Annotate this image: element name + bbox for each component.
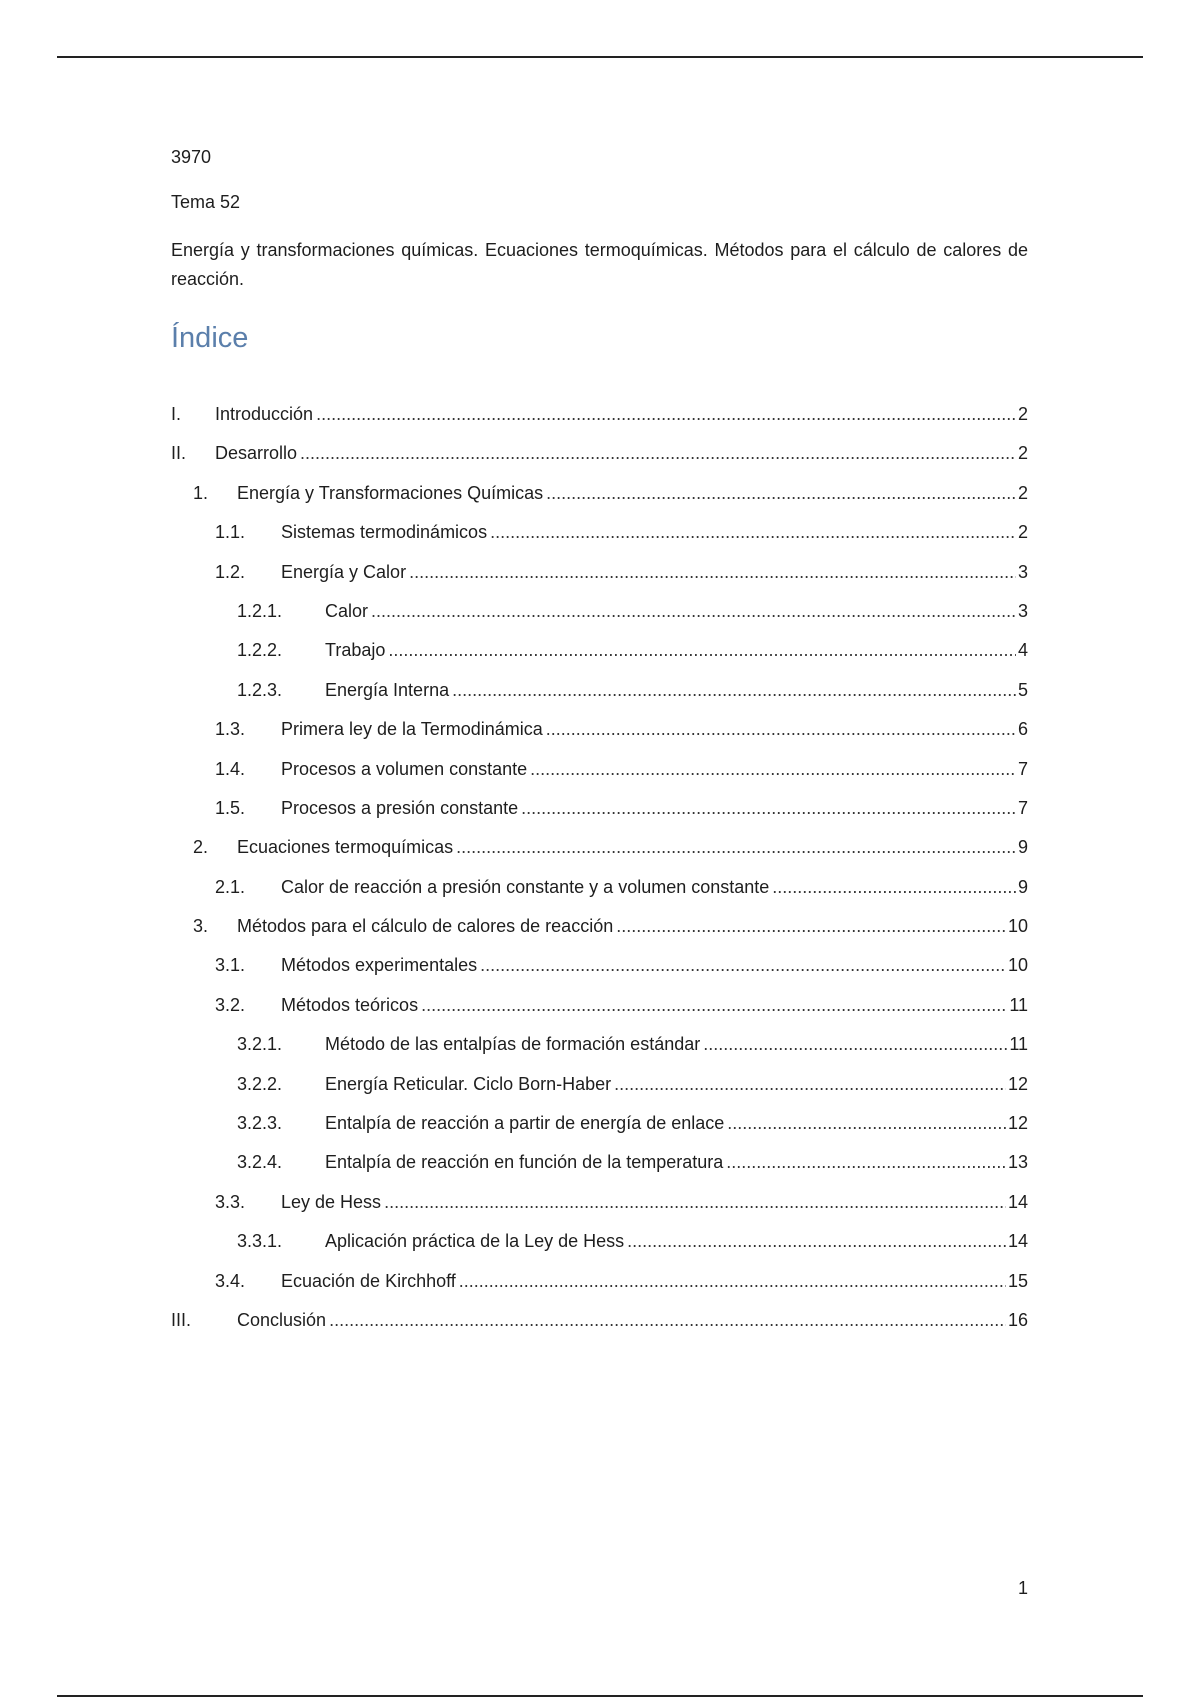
toc-entry-title: Conclusión (237, 1309, 327, 1330)
tema-label: Tema 52 (171, 192, 241, 212)
toc-entry-number: 3.2.1. (237, 1034, 283, 1055)
toc-entry-title: Energía Reticular. Ciclo Born-Haber (325, 1073, 612, 1094)
toc-entry-number: 3.4. (215, 1270, 246, 1291)
toc-entry-title: Entalpía de reacción en función de la temperatura (325, 1152, 724, 1173)
bottom-rule (57, 1695, 1143, 1697)
page-number: 1 (1017, 1578, 1028, 1598)
toc-entry-number: 2.1. (215, 876, 246, 897)
toc-entry-title: Métodos experimentales (281, 955, 478, 976)
table-of-contents (171, 402, 1028, 1347)
toc-entry-page: 7 (1017, 758, 1028, 779)
toc-entry-3-2-3[interactable] (171, 1111, 1028, 1150)
toc-entry-page: 2 (1017, 522, 1028, 543)
toc-dot-leader (388, 638, 1016, 662)
toc-entry-3-2[interactable] (171, 993, 1028, 1032)
toc-dot-leader (452, 678, 1016, 702)
toc-entry-introduccion[interactable] (171, 402, 1028, 441)
toc-entry-title: Ley de Hess (281, 1191, 382, 1212)
toc-entry-title: Calor de reacción a presión constante y a volumen constante (281, 876, 770, 897)
toc-entry-number: 3.2.2. (237, 1073, 283, 1094)
document-code: 3970 (171, 147, 212, 167)
toc-entry-page: 12 (1007, 1113, 1028, 1134)
toc-entry-page: 12 (1007, 1073, 1028, 1094)
toc-entry-page: 6 (1017, 719, 1028, 740)
toc-entry-title: Métodos para el cálculo de calores de reacción (237, 916, 614, 937)
toc-entry-title: Procesos a presión constante (281, 797, 519, 818)
toc-dot-leader (456, 835, 1016, 859)
toc-entry-title: Desarrollo (215, 443, 298, 464)
toc-entry-desarrollo[interactable] (171, 441, 1028, 480)
toc-dot-leader (727, 1111, 1006, 1135)
toc-entry-page: 10 (1007, 955, 1028, 976)
toc-entry-1-2-1[interactable] (171, 599, 1028, 638)
toc-entry-1-5[interactable] (171, 796, 1028, 835)
toc-entry-title: Método de las entalpías de formación estándar (325, 1034, 701, 1055)
toc-entry-number: 3.3. (215, 1191, 246, 1212)
toc-entry-title: Ecuación de Kirchhoff (281, 1270, 456, 1291)
toc-entry-title: Aplicación práctica de la Ley de Hess (325, 1231, 625, 1252)
toc-entry-3-1[interactable] (171, 953, 1028, 992)
toc-entry-1-4[interactable] (171, 757, 1028, 796)
toc-entry-number: 3. (193, 916, 209, 937)
toc-entry-3-2-4[interactable] (171, 1150, 1028, 1189)
toc-dot-leader (772, 875, 1016, 899)
toc-entry-title: Energía Interna (325, 679, 450, 700)
toc-entry-title: Energía y Calor (281, 561, 407, 582)
toc-entry-2-1[interactable] (171, 875, 1028, 914)
toc-entry-1-2-3[interactable] (171, 678, 1028, 717)
toc-dot-leader (421, 993, 1007, 1017)
toc-entry-3-2-1[interactable] (171, 1032, 1028, 1071)
toc-entry-number: 2. (193, 837, 209, 858)
toc-entry-page: 11 (1009, 1034, 1028, 1055)
toc-entry-title: Energía y Transformaciones Químicas (237, 482, 544, 503)
index-heading: Índice (171, 322, 249, 354)
toc-entry-page: 2 (1017, 482, 1028, 503)
toc-entry-number: 1.2. (215, 561, 246, 582)
toc-entry-number: 1.3. (215, 719, 246, 740)
toc-entry-3[interactable] (171, 914, 1028, 953)
toc-entry-3-3-1[interactable] (171, 1229, 1028, 1268)
toc-dot-leader (627, 1229, 1006, 1253)
toc-entry-number: 1.2.2. (237, 640, 283, 661)
toc-entry-number: 1.2.1. (237, 600, 283, 621)
toc-dot-leader (726, 1150, 1006, 1174)
toc-dot-leader (616, 914, 1006, 938)
toc-entry-number: 3.2. (215, 994, 246, 1015)
toc-entry-page: 16 (1007, 1309, 1028, 1330)
toc-entry-number: 3.2.3. (237, 1113, 283, 1134)
toc-entry-3-4[interactable] (171, 1269, 1028, 1308)
toc-dot-leader (546, 481, 1016, 505)
toc-entry-page: 4 (1017, 640, 1028, 661)
toc-dot-leader (614, 1072, 1006, 1096)
toc-dot-leader (384, 1190, 1006, 1214)
toc-dot-leader (316, 402, 1016, 426)
toc-entry-page: 15 (1007, 1270, 1028, 1291)
toc-entry-number: 1.1. (215, 522, 246, 543)
top-rule (57, 56, 1143, 58)
toc-entry-title: Trabajo (325, 640, 386, 661)
toc-entry-page: 11 (1009, 994, 1028, 1015)
toc-entry-1-1[interactable] (171, 520, 1028, 559)
toc-dot-leader (530, 757, 1016, 781)
toc-entry-page: 5 (1017, 679, 1028, 700)
toc-entry-page: 14 (1007, 1231, 1028, 1252)
toc-entry-3-2-2[interactable] (171, 1072, 1028, 1111)
toc-entry-number: I. (171, 404, 182, 424)
toc-entry-title: Sistemas termodinámicos (281, 522, 488, 543)
toc-entry-page: 7 (1017, 797, 1028, 818)
toc-dot-leader (703, 1032, 1007, 1056)
toc-entry-title: Entalpía de reacción a partir de energía de enlace (325, 1113, 725, 1134)
toc-entry-number: 1. (193, 482, 209, 503)
toc-entry-number: 1.2.3. (237, 679, 283, 700)
toc-entry-number: II. (171, 443, 187, 464)
toc-entry-page: 2 (1017, 404, 1028, 424)
toc-entry-page: 3 (1017, 600, 1028, 621)
tema-title: Energía y transformaciones químicas. Ecuaciones termoquímicas. Métodos para el cálculo de calores de reacción. (171, 240, 1028, 289)
toc-entry-page: 9 (1017, 837, 1028, 858)
toc-entry-number: 3.3.1. (237, 1231, 283, 1252)
toc-entry-title: Primera ley de la Termodinámica (281, 719, 543, 740)
toc-entry-title: Calor (325, 600, 369, 621)
toc-dot-leader (371, 599, 1016, 623)
toc-entry-number: 1.5. (215, 797, 246, 818)
toc-entry-3-3[interactable] (171, 1190, 1028, 1229)
toc-dot-leader (459, 1269, 1006, 1293)
toc-dot-leader (300, 441, 1016, 465)
toc-entry-title: Procesos a volumen constante (281, 758, 528, 779)
toc-dot-leader (521, 796, 1016, 820)
toc-entry-title: Métodos teóricos (281, 994, 419, 1015)
toc-entry-number: 3.1. (215, 955, 246, 976)
toc-dot-leader (409, 560, 1016, 584)
toc-entry-title: Introducción (215, 404, 314, 424)
toc-entry-2[interactable] (171, 835, 1028, 874)
toc-entry-1[interactable] (171, 481, 1028, 520)
toc-entry-number: III. (171, 1309, 192, 1330)
toc-entry-1-2[interactable] (171, 560, 1028, 599)
toc-entry-number: 3.2.4. (237, 1152, 283, 1173)
toc-dot-leader (329, 1308, 1006, 1332)
toc-entry-page: 13 (1007, 1152, 1028, 1173)
toc-entry-1-3[interactable] (171, 717, 1028, 756)
toc-entry-page: 9 (1017, 876, 1028, 897)
toc-entry-page: 2 (1017, 443, 1028, 464)
toc-entry-1-2-2[interactable] (171, 638, 1028, 677)
toc-entry-page: 14 (1007, 1191, 1028, 1212)
toc-dot-leader (546, 717, 1016, 741)
toc-entry-conclusion[interactable] (171, 1308, 1028, 1347)
toc-entry-title: Ecuaciones termoquímicas (237, 837, 454, 858)
toc-entry-page: 3 (1017, 561, 1028, 582)
toc-entry-number: 1.4. (215, 758, 246, 779)
toc-dot-leader (480, 953, 1006, 977)
toc-dot-leader (490, 520, 1016, 544)
toc-entry-page: 10 (1007, 916, 1028, 937)
